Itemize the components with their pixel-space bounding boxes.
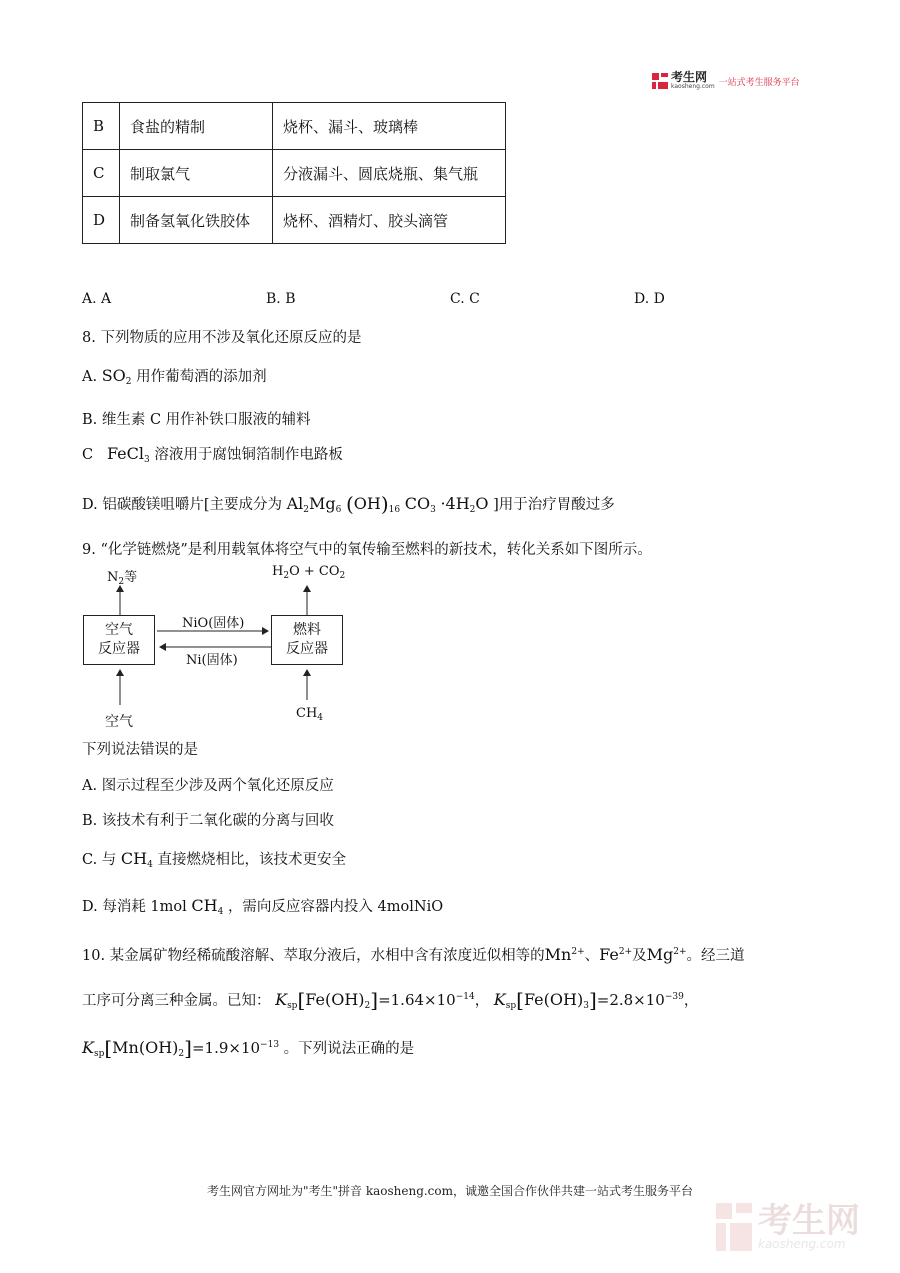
q8-option-c — [82, 443, 343, 465]
q10-ksp-sub-2: sp — [505, 1001, 517, 1011]
bracket-open: [ — [516, 988, 524, 1012]
table-cell-key: D — [83, 197, 120, 244]
q8-a-text: 用作葡萄酒的添加剂 — [136, 369, 267, 385]
q8-d-prefix: D. 铝碳酸镁咀嚼片[主要成分为 — [82, 497, 282, 513]
air-reactor-line2: 反应器 — [98, 641, 140, 657]
n2-formula: N — [107, 570, 119, 585]
q9-option-b: B. 该技术有利于二氧化碳的分离与回收 — [82, 813, 334, 829]
arrow-upper-label: NiO(固体) — [182, 616, 245, 631]
table-row — [83, 103, 506, 150]
diagram-left-top-label — [107, 566, 137, 587]
bracket-close: ] — [184, 1036, 192, 1060]
q8-c-formula-sub: 3 — [144, 455, 150, 465]
watermark-logo-icon — [716, 1203, 752, 1251]
q10-fe2-expr: Fe(OH) — [305, 990, 365, 1009]
logo-domain: kaosheng.com — [671, 83, 715, 90]
q10-sep2: 及 — [632, 948, 647, 964]
q8-option-b: B. 维生素 C 用作补铁口服液的辅料 — [82, 412, 311, 428]
q9-d-formula-sub: 4 — [217, 907, 224, 917]
q10-fe-sup: 2+ — [618, 947, 633, 957]
q7-choice-d: D. D — [634, 291, 665, 307]
ch4-formula: CH — [296, 706, 318, 721]
watermark-domain: kaosheng.com — [758, 1237, 846, 1251]
table-cell-experiment: 制备氢氧化铁胶体 — [120, 197, 273, 244]
q9-d-prefix: D. 每消耗 1mol — [82, 899, 187, 915]
q9-question: 下列说法错误的是 — [82, 742, 198, 758]
table-cell-key: B — [83, 103, 120, 150]
q7-choice-c: C. C — [450, 291, 480, 307]
q7-choice-b: B. B — [266, 291, 296, 307]
diagram-right-top-label — [272, 564, 345, 581]
q10-comma: ， — [474, 993, 490, 1009]
q10-line3-suffix: 。下列说法正确的是 — [283, 1041, 415, 1057]
q8-d-formula-oh: OH — [353, 494, 381, 513]
q8-d-paren-close: ) — [380, 492, 389, 516]
h2o-formula: H — [272, 564, 284, 579]
table-cell-experiment: 食盐的精制 — [120, 103, 273, 150]
table-cell-instruments: 烧杯、漏斗、玻璃棒 — [273, 103, 506, 150]
ch4-sub: 4 — [317, 713, 324, 723]
q8-c-text: 溶液用于腐蚀铜箔制作电路板 — [154, 447, 343, 463]
q8-a-formula-sub: 2 — [125, 377, 132, 387]
q10-fe3-exp: −39 — [664, 992, 684, 1002]
q10-mn-sub: 2 — [178, 1049, 185, 1059]
q10-line2-prefix: 工序可分离三种金属。已知： — [82, 993, 271, 1009]
q8-d-sub-h: 2 — [469, 505, 476, 515]
q8-d-paren-open: ( — [345, 492, 354, 516]
q8-d-formula-co: CO — [404, 494, 431, 513]
q8-option-d — [82, 492, 615, 516]
q10-ksp-sub-3: sp — [93, 1049, 105, 1059]
q9-stem: 9. “化学链燃烧”是利用载氧体将空气中的氧传输至燃料的新技术，转化关系如下图所示。 — [82, 542, 652, 558]
h2o-co2-mid: O + CO — [289, 564, 340, 579]
table-row — [83, 197, 506, 244]
header-logo — [652, 72, 800, 90]
q10-fe2-val: =1.64×10 — [378, 991, 456, 1009]
fuel-reactor-box — [271, 615, 343, 665]
q8-c-formula: FeCl — [106, 444, 144, 463]
q10-line3 — [82, 1036, 414, 1060]
table-cell-experiment: 制取氯气 — [120, 150, 273, 197]
q10-fe2-exp: −14 — [455, 992, 475, 1002]
q10-mn-expr: Mn(OH) — [112, 1038, 179, 1057]
q8-option-a — [82, 365, 267, 387]
q7-choice-a: A. A — [82, 291, 112, 307]
q10-line1-suffix: 。经三道 — [686, 948, 745, 964]
q8-d-formula-mg: Mg — [309, 494, 336, 513]
q10-fe3-sub: 3 — [583, 1001, 589, 1011]
kaosheng-logo-icon — [652, 73, 668, 89]
q10-ksp-3: K — [82, 1038, 94, 1057]
logo-slogan: 一站式考生服务平台 — [718, 77, 800, 88]
q10-mn-exp: −13 — [260, 1040, 280, 1050]
q10-ksp-1: K — [275, 990, 288, 1009]
q8-a-formula: SO — [101, 366, 126, 385]
logo-name: 考生网 — [671, 70, 708, 84]
fuel-reactor-line2: 反应器 — [286, 641, 328, 657]
q9-option-a: A. 图示过程至少涉及两个氧化还原反应 — [82, 778, 334, 794]
q10-sep1: 、 — [584, 948, 600, 964]
q10-fe2-sub: 2 — [364, 1001, 371, 1011]
q10-comma-2: ， — [683, 993, 699, 1009]
q8-d-sub-mg: 6 — [335, 505, 342, 515]
q10-mn-val: =1.9×10 — [191, 1039, 261, 1057]
co2-sub: 2 — [339, 571, 346, 581]
q9-d-formula: CH — [191, 896, 218, 915]
q10-fe3-expr: Fe(OH) — [523, 990, 584, 1009]
q9-c-text: 直接燃烧相比，该技术更安全 — [157, 852, 346, 868]
q9-d-text: ，需向反应容器内投入 4molNiO — [227, 899, 444, 915]
q10-line1-prefix: 10. 某金属矿物经稀硫酸溶解、萃取分液后，水相中含有浓度近似相等的 — [82, 948, 545, 964]
q9-c-formula-sub: 4 — [147, 860, 153, 870]
fuel-reactor-line1: 燃料 — [293, 622, 321, 638]
q10-mn: Mn — [544, 945, 572, 964]
arrow-lower-label: Ni(固体) — [186, 653, 238, 668]
n2-sub: 2 — [118, 577, 125, 587]
air-reactor-line1: 空气 — [105, 622, 133, 638]
q10-mg-sup: 2+ — [673, 947, 687, 957]
q8-d-formula-h: ·4H — [440, 494, 470, 513]
q10-line2 — [82, 988, 698, 1012]
q8-d-formula-al: Al — [286, 494, 304, 513]
experiment-table — [82, 102, 506, 244]
watermark-text: 考生网 — [758, 1201, 860, 1241]
q10-mg: Mg — [646, 945, 674, 964]
n2-suffix: 等 — [124, 570, 138, 585]
bracket-open: [ — [104, 1036, 113, 1060]
q10-fe: Fe — [599, 945, 619, 964]
q9-c-formula: CH — [120, 849, 148, 868]
q8-d-sub-co: 3 — [430, 505, 436, 515]
bracket-open: [ — [297, 988, 306, 1012]
q10-ksp-2: K — [493, 990, 506, 1009]
h2o-sub: 2 — [283, 571, 290, 581]
q10-line1 — [82, 944, 745, 965]
q9-option-d — [82, 895, 443, 917]
q8-d-sub-al: 2 — [303, 505, 309, 515]
q9-c-prefix: C. 与 — [82, 852, 117, 868]
q8-d-suffix: ]用于治疗胃酸过多 — [493, 497, 615, 513]
air-reactor-box — [83, 615, 155, 665]
bracket-close: ] — [370, 988, 379, 1012]
table-cell-instruments: 烧杯、酒精灯、胶头滴管 — [273, 197, 506, 244]
q8-c-prefix: C — [82, 447, 94, 463]
q10-mn-sup: 2+ — [571, 947, 585, 957]
table-cell-key: C — [83, 150, 120, 197]
diagram-left-bottom-label: 空气 — [105, 714, 133, 730]
watermark — [716, 1203, 860, 1251]
page-footer: 考生网官方网址为"考生"拼音 kaosheng.com，诚邀全国合作伙伴共建一站式考生服务平台 — [206, 1184, 694, 1198]
q8-d-sub-oh: 16 — [388, 505, 401, 515]
q8-d-formula-o: O — [475, 494, 489, 513]
diagram-right-bottom-label — [296, 706, 323, 723]
q8-stem: 8. 下列物质的应用不涉及氧化还原反应的是 — [82, 330, 362, 346]
table-cell-instruments: 分液漏斗、圆底烧瓶、集气瓶 — [273, 150, 506, 197]
bracket-close: ] — [588, 988, 597, 1012]
table-row — [83, 150, 506, 197]
q10-ksp-sub-1: sp — [287, 1001, 298, 1011]
q8-a-prefix: A. — [82, 369, 102, 385]
q9-option-c — [82, 848, 346, 870]
q10-fe3-val: =2.8×10 — [596, 991, 665, 1009]
